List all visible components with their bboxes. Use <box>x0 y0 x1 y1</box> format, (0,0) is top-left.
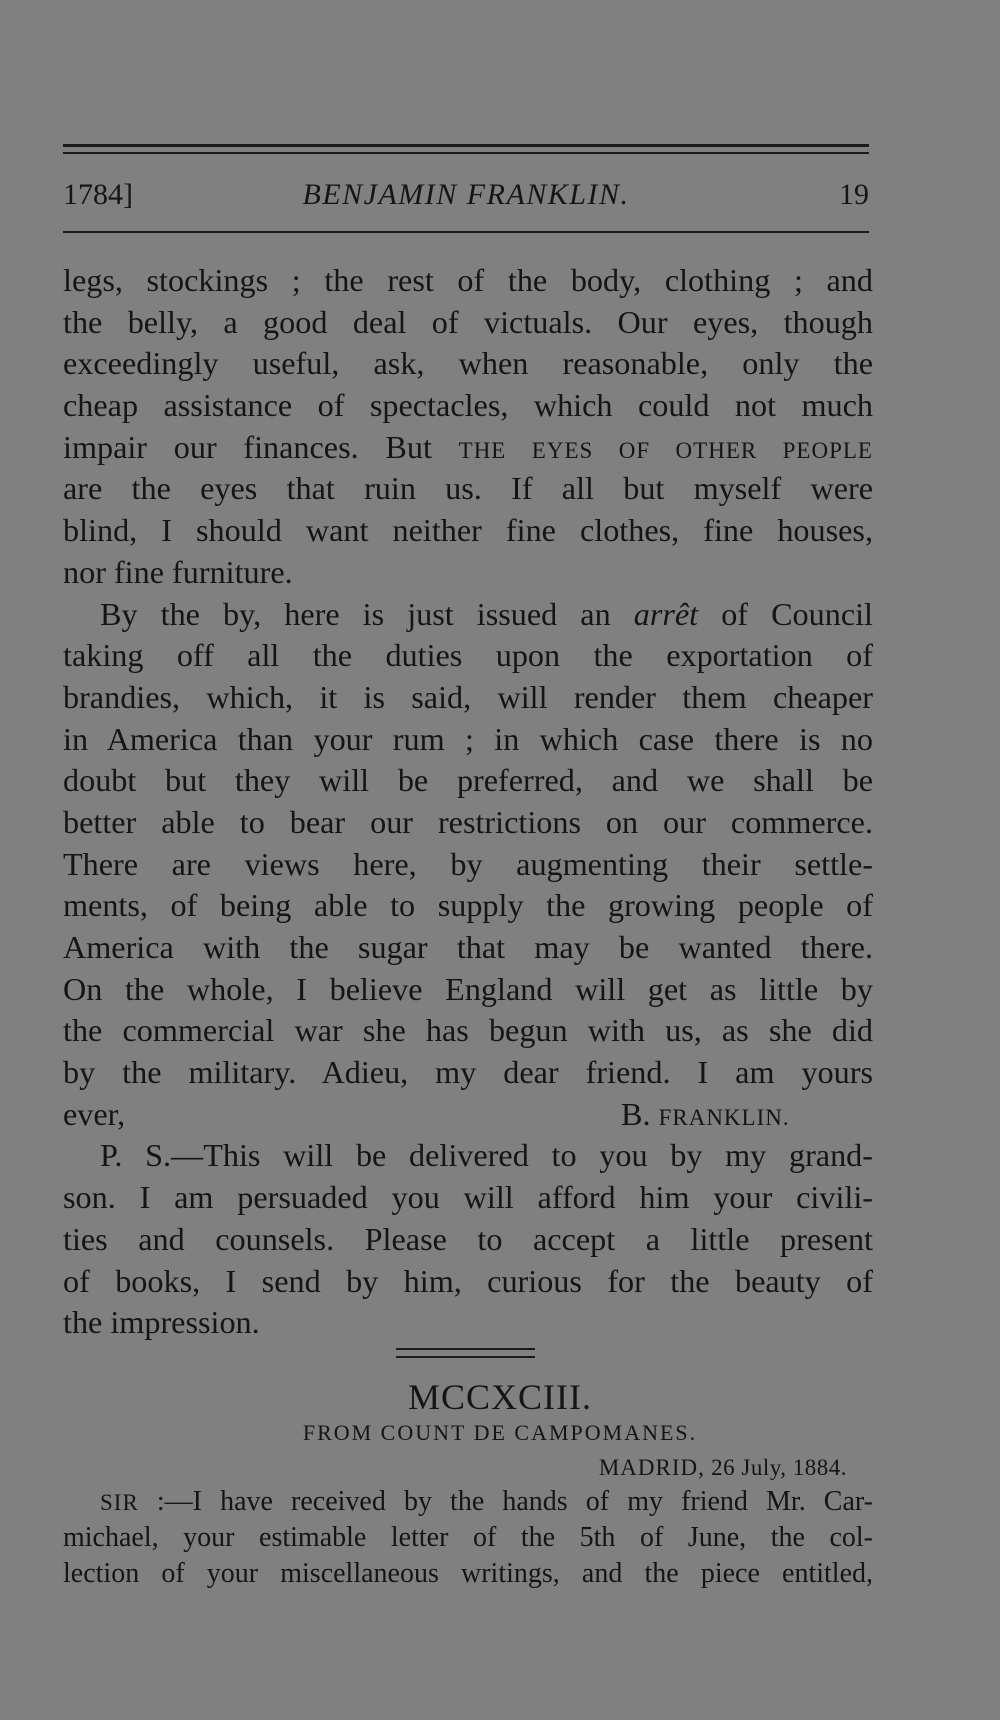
text-span: By the by, here is just issued an <box>100 595 634 632</box>
text-line: ties and counsels. Please to accept a little present <box>63 1220 873 1257</box>
salutation: SIR <box>100 1490 139 1515</box>
section-separator <box>396 1356 535 1358</box>
text-line: cheap assistance of spectacles, which could not much <box>63 387 873 424</box>
text-line: America with the sugar that may be wanted there. <box>63 929 873 965</box>
text-line <box>63 1484 873 1520</box>
section-separator <box>396 1348 535 1350</box>
text-line: better able to bear our restrictions on our commerce. <box>63 803 873 840</box>
small-caps-phrase: THE EYES OF OTHER PEOPLE <box>458 437 873 463</box>
text-line: by the military. Adieu, my dear friend. I am yours <box>63 1054 873 1091</box>
running-head-title: BENJAMIN FRANKLIN. <box>302 178 630 211</box>
text-line: exceedingly useful, ask, when reasonable, only the <box>63 345 873 382</box>
text-line: son. I am persuaded you will afford him your civili- <box>63 1179 873 1216</box>
text-line: the impression. <box>63 1304 260 1341</box>
text-line: There are views here, by augmenting their settle- <box>63 845 873 882</box>
signature <box>621 1094 790 1139</box>
dateline-date: 26 July, 1884. <box>704 1455 847 1480</box>
italic-word: arrêt <box>633 595 699 632</box>
text-line <box>63 427 873 469</box>
letter-body <box>63 260 873 1344</box>
text-line: are the eyes that ruin us. If all but myself were <box>63 470 873 507</box>
page-number: 19 <box>839 178 869 211</box>
top-rule-thin <box>63 152 869 154</box>
next-letter-body <box>63 1484 873 1592</box>
text-line: in America than your rum ; in which case there is no <box>63 720 873 757</box>
letter-heading: FROM COUNT DE CAMPOMANES. <box>302 1420 698 1445</box>
closing-line <box>63 1094 873 1136</box>
signature-name: FRANKLIN. <box>658 1104 790 1130</box>
text-line: lection of your miscellaneous writings, and the piece entitled, <box>63 1558 873 1589</box>
text-line: of books, I send by him, curious for the beauty of <box>63 1262 873 1299</box>
text-line: michael, your estimable letter of the 5th of June, the col- <box>63 1522 873 1553</box>
text-line: doubt but they will be preferred, and we shall be <box>63 762 873 799</box>
running-head <box>63 178 869 218</box>
letter-number: MCCXCIII. <box>407 1377 592 1417</box>
dateline-place: MADRID, <box>598 1455 705 1480</box>
text-line: taking off all the duties upon the exportation of <box>63 637 873 674</box>
text-line <box>63 594 873 636</box>
text-line: ments, of being able to supply the growing people of <box>63 887 873 924</box>
text-line: P. S.—This will be delivered to you by my grand- <box>100 1137 873 1174</box>
header-rule <box>63 231 869 233</box>
text-span: impair our finances. But <box>63 428 459 465</box>
dateline <box>599 1455 847 1481</box>
text-line: brandies, which, it is said, will render them cheaper <box>63 678 873 715</box>
closing: ever, <box>63 1095 126 1132</box>
text-line: On the whole, I believe England will get as little by <box>63 970 873 1007</box>
text-line: the commercial war she has begun with us, as she did <box>63 1012 873 1049</box>
top-rule <box>63 144 869 147</box>
text-line: legs, stockings ; the rest of the body, clothing ; and <box>63 262 873 298</box>
text-span: of Council <box>698 595 873 632</box>
text-line: nor fine furniture. <box>63 553 293 590</box>
text-line: the belly, a good deal of victuals. Our eyes, though <box>63 303 873 340</box>
signature-initial: B. <box>621 1095 659 1132</box>
text-span: :—I have received by the hands of my friend Mr. Car- <box>138 1486 873 1517</box>
running-head-year: 1784] <box>63 178 133 211</box>
text-line: blind, I should want neither fine clothes, fine houses, <box>63 512 873 549</box>
